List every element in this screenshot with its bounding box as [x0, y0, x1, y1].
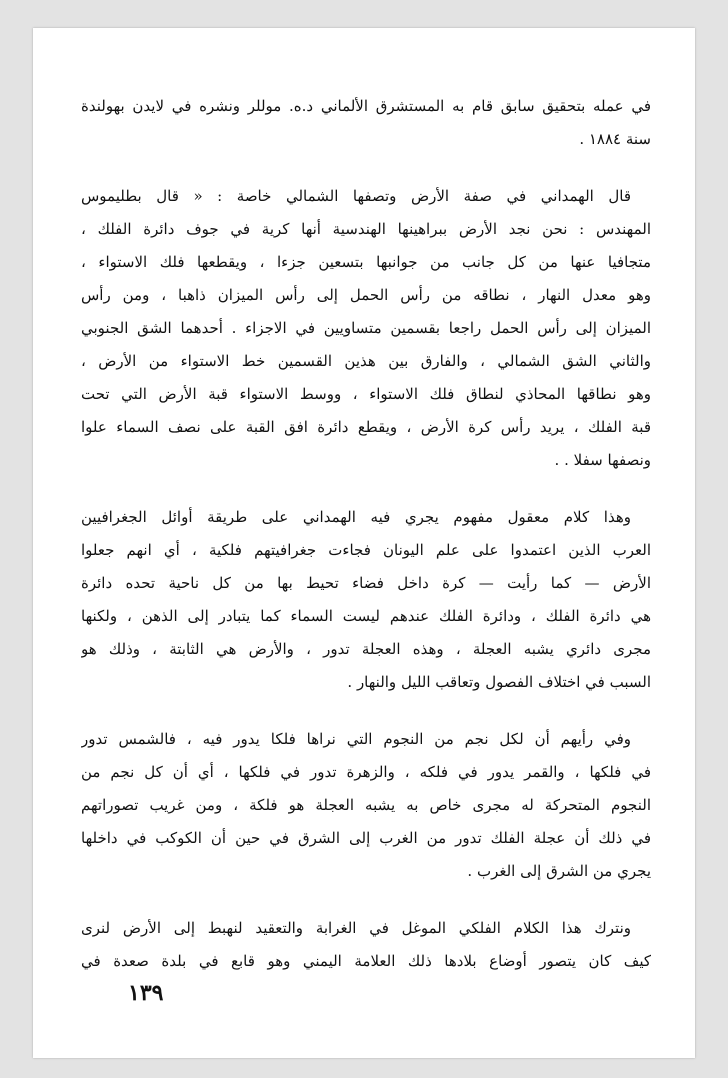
paragraph-1: [81, 90, 651, 156]
page-number: ١٣٩: [128, 980, 164, 1006]
text-line: قبة الفلك ، يريد رأس كرة الأرض ، ويقطع دائرة افق القبة على نصف السماء علوا: [81, 418, 651, 436]
text-line: وهذا كلام معقول مفهوم يجري فيه الهمداني على طريقة أوائل الجغرافيين: [81, 508, 631, 526]
text-line: يجري من الشرق إلى الغرب .: [467, 862, 651, 880]
paragraph-gap: [81, 888, 651, 912]
paragraph-4: [81, 723, 651, 888]
text-line: المهندس : نحن نجد الأرض ببراهينها الهندسية أنها كرية في جوف دائرة الفلك ،: [81, 220, 651, 238]
text-line: الأرض — كما رأيت — كرة داخل فضاء تحيط بها من كل ناحية تحده دائرة: [81, 574, 651, 592]
paragraph-gap: [81, 477, 651, 501]
text-line: النجوم المتحركة له مجرى خاص به يشبه العجلة هو فلكة ، ومن غريب تصوراتهم: [81, 796, 651, 814]
text-line: في ذلك أن عجلة الفلك تدور من الغرب إلى الشرق في حين أن الكوكب في داخلها: [81, 829, 651, 847]
paragraph-3: [81, 501, 651, 699]
paragraph-5: [81, 912, 651, 978]
text-line: ونترك هذا الكلام الفلكي الموغل في الغرابة والتعقيد لنهبط إلى الأرض لنرى: [81, 919, 632, 937]
paragraph-gap: [81, 156, 651, 180]
text-line: مجرى دائري يشبه العجلة ، وهذه العجلة تدور ، والأرض هي الثابتة ، وذلك هو: [81, 640, 651, 658]
text-line: في فلكها ، والقمر يدور في فلكه ، والزهرة تدور في فلكها ، أي أن كل نجم من: [81, 763, 651, 781]
text-line: ونصفها سفلا . .: [554, 451, 651, 469]
text-line: وهو نطاقها المحاذي لنطاق فلك الاستواء ، ووسط الاستواء قبة الأرض التي تحت: [81, 385, 651, 403]
text-line: السبب في اختلاف الفصول وتعاقب الليل والنهار .: [347, 673, 651, 691]
paragraph-gap: [81, 699, 651, 723]
text-line: هي دائرة الفلك ، ودائرة الفلك عندهم ليست السماء كما يتبادر إلى الذهن ، ولكنها: [81, 607, 651, 625]
text-line: قال الهمداني في صفة الأرض وتصفها الشمالي خاصة : « قال بطليموس: [81, 187, 631, 205]
book-page: [33, 28, 695, 1058]
text-line: والثاني الشق الشمالي ، والفارق بين هذين القسمين خط الاستواء من الأرض ،: [81, 352, 651, 370]
text-line: كيف كان يتصور أوضاع بلادها ذلك العلامة اليمني وهو قابع في بلدة صعدة في: [81, 952, 651, 970]
page-body: [81, 90, 651, 978]
text-line: سنة ١٨٨٤ .: [579, 130, 651, 148]
text-line: وفي رأيهم أن لكل نجم من النجوم التي نراها فلكا يدور فيه ، فالشمس تدور: [81, 730, 631, 748]
text-line: وهو معدل النهار ، نطاقه من رأس الحمل إلى رأس الميزان ذاهبا ، ومن رأس: [81, 286, 651, 304]
text-line: متجافيا عنها من كل جانب من جوانبها بتسعين جزءا ، ويقطعها فلك الاستواء ،: [81, 253, 651, 271]
text-line: الميزان إلى رأس الحمل راجعا بقسمين متساويين في الاجزاء . أحدهما الشق الجنوبي: [81, 319, 651, 337]
text-line: العرب الذين اعتمدوا على علم اليونان فجاءت جغرافيتهم فلكية ، أي انهم جعلوا: [81, 541, 651, 559]
paragraph-2: [81, 180, 651, 477]
text-line: في عمله بتحقيق سابق قام به المستشرق الألماني د.ه. موللر ونشره في لايدن بهولندة: [81, 97, 651, 115]
